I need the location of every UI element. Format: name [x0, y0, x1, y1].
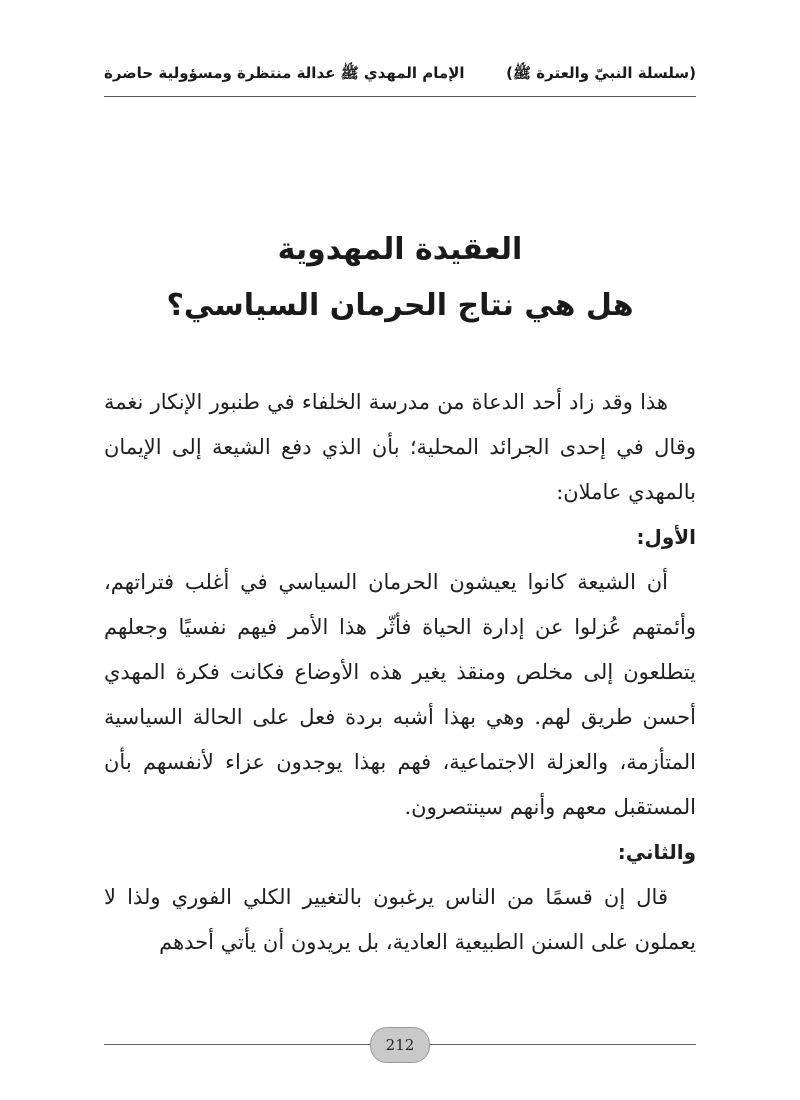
body-text — [104, 380, 696, 965]
running-header — [104, 60, 696, 90]
page-number: 212 — [370, 1027, 430, 1063]
series-title: (سلسلة النبيّ والعترة ﷺ) — [506, 64, 696, 82]
header-divider — [104, 96, 696, 97]
book-title: الإمام المهدي ﷺ عدالة منتظرة ومسؤولية حاضرة — [104, 64, 465, 82]
second-factor-paragraph: قال إن قسمًا من الناس يرغبون بالتغيير الكلي الفوري ولذا لا يعملون على السنن الطبيعية العادية، بل يريدون أن يأتي أحدهم — [104, 885, 696, 954]
chapter-title — [104, 222, 696, 334]
second-factor-heading: والثاني: — [617, 840, 696, 864]
chapter-title-line-1: العقيدة المهدوية — [277, 232, 523, 267]
first-factor-paragraph: أن الشيعة كانوا يعيشون الحرمان السياسي في أغلب فتراتهم، وأئمتهم عُزلوا عن إدارة الحياة فأثّر هذا الأمر فيهم نفسيًا وجعلهم يتطلعون إلى مخلص ومنقذ يغير هذه الأوضاع فكانت فكرة المهدي أحسن طريق لهم. وهي بهذا أشبه بردة فعل على الحالة السياسية المتأزمة، والعزلة الاجتماعية، فهم بهذا يوجدون عزاء لأنفسهم بأن المستقبل معهم وأنهم سينتصرون. — [104, 570, 696, 819]
first-factor-heading: الأول: — [636, 525, 696, 549]
page-footer — [104, 1027, 696, 1063]
intro-paragraph: هذا وقد زاد أحد الدعاة من مدرسة الخلفاء في طنبور الإنكار نغمة وقال في إحدى الجرائد المحلية؛ بأن الذي دفع الشيعة إلى الإيمان بالمهدي عاملان: — [104, 390, 696, 504]
chapter-title-line-2: هل هي نتاج الحرمان السياسي؟ — [166, 288, 634, 323]
